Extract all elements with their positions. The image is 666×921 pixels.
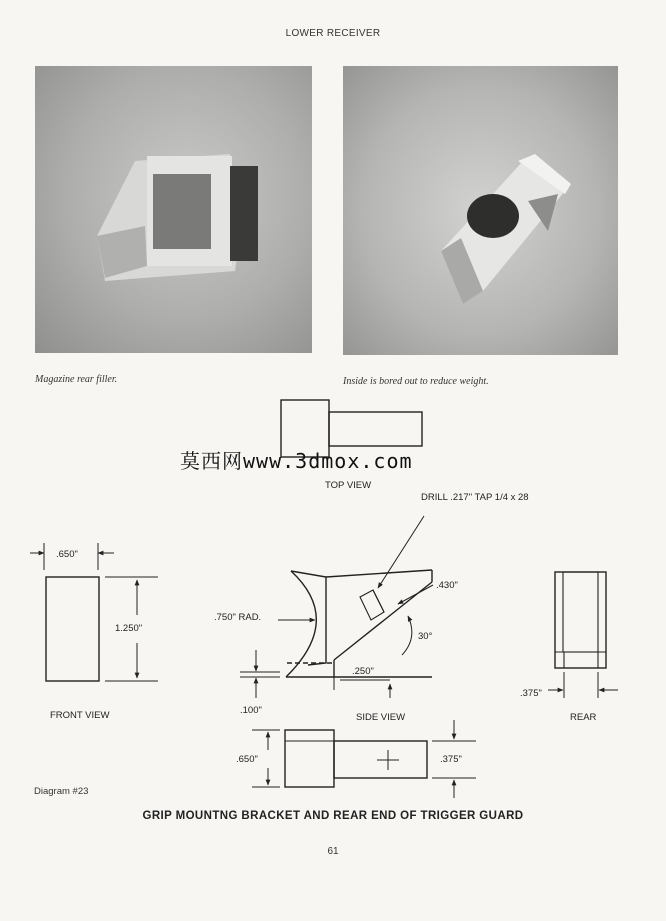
side-radius-dim: .750" RAD. bbox=[214, 612, 262, 623]
bottom-pin-dim: .375" bbox=[440, 754, 462, 765]
side-view-label: SIDE VIEW bbox=[356, 712, 406, 723]
page-title: GRIP MOUNTNG BRACKET AND REAR END OF TRIGGER GUARD bbox=[142, 810, 524, 822]
caption-left: Magazine rear filler. bbox=[35, 374, 118, 385]
front-view-label: FRONT VIEW bbox=[50, 710, 110, 721]
bottom-height-dim: .650" bbox=[236, 754, 258, 765]
side-step-dim: .250" bbox=[352, 666, 374, 677]
front-width-dim: .650" bbox=[56, 549, 78, 560]
side-slot-dim: .430" bbox=[436, 580, 458, 591]
front-view-drawing bbox=[30, 543, 158, 681]
drill-note: DRILL .217" TAP 1/4 x 28 bbox=[421, 492, 529, 503]
side-base-dim: .100" bbox=[240, 705, 262, 716]
watermark-text: 莫西网www.3dmox.com bbox=[180, 449, 413, 473]
rear-view-label: REAR bbox=[570, 712, 597, 723]
top-view-label: TOP VIEW bbox=[325, 480, 372, 491]
side-view-drawing bbox=[240, 516, 433, 698]
page-number: 61 bbox=[327, 846, 339, 857]
rear-view-drawing bbox=[548, 572, 618, 698]
diagram-number: Diagram #23 bbox=[34, 786, 89, 797]
caption-right: Inside is bored out to reduce weight. bbox=[343, 376, 489, 387]
rear-dim: .375" bbox=[520, 688, 542, 699]
front-height-dim: 1.250" bbox=[115, 623, 143, 634]
running-header: LOWER RECEIVER bbox=[285, 28, 381, 39]
side-angle-dim: 30° bbox=[418, 631, 433, 642]
